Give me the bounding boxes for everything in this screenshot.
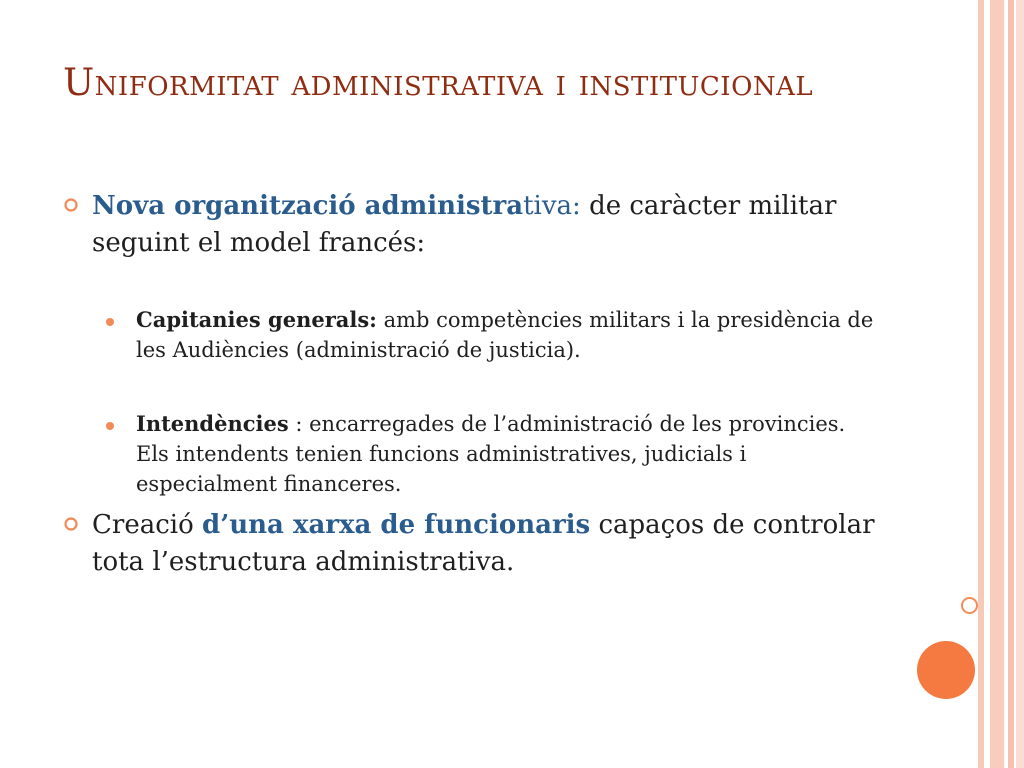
bullet-accent: tiva: [523, 191, 590, 221]
bullet-text: de caràcter militar seguint el model francés: [92, 191, 837, 258]
bullet-accent-bold: Nova organització administra [92, 191, 524, 221]
decor-ring [961, 597, 978, 614]
bullet-text: capaços de controlar tota l’estructura administrativa. [92, 510, 875, 577]
subbullet-text: amb competències militars i la presidència de les Audiències (administració de justicia). [136, 308, 874, 362]
bullet-item [64, 188, 904, 262]
filled-dot-bullet-icon [106, 422, 114, 430]
decor-stripe [1016, 0, 1024, 768]
decor-stripe [1008, 0, 1014, 768]
bullet-item [64, 507, 904, 581]
decor-circle [917, 641, 975, 699]
filled-dot-bullet-icon [106, 318, 114, 326]
bullet-list [64, 188, 904, 581]
bullet-text: Creació [92, 510, 203, 540]
bullet-accent-bold: d’una xarxa de funcionaris [202, 510, 591, 540]
subbullet-item [104, 305, 876, 365]
circle-outline-bullet-icon [64, 198, 78, 212]
circle-outline-bullet-icon [64, 517, 78, 531]
subbullet-bold: Capitanies generals: [136, 307, 377, 332]
subbullet-text: : encarregades de l’administració de les provincies. Els intendents tenien funcions administratives, judicials i especialment financeres. [136, 412, 846, 496]
slide-title: Uniformitat administrativa i institucional [63, 61, 814, 104]
subbullet-item [104, 409, 876, 499]
decor-stripe [978, 0, 984, 768]
decor-stripe [990, 0, 1004, 768]
subbullet-bold: Intendències [136, 411, 289, 436]
